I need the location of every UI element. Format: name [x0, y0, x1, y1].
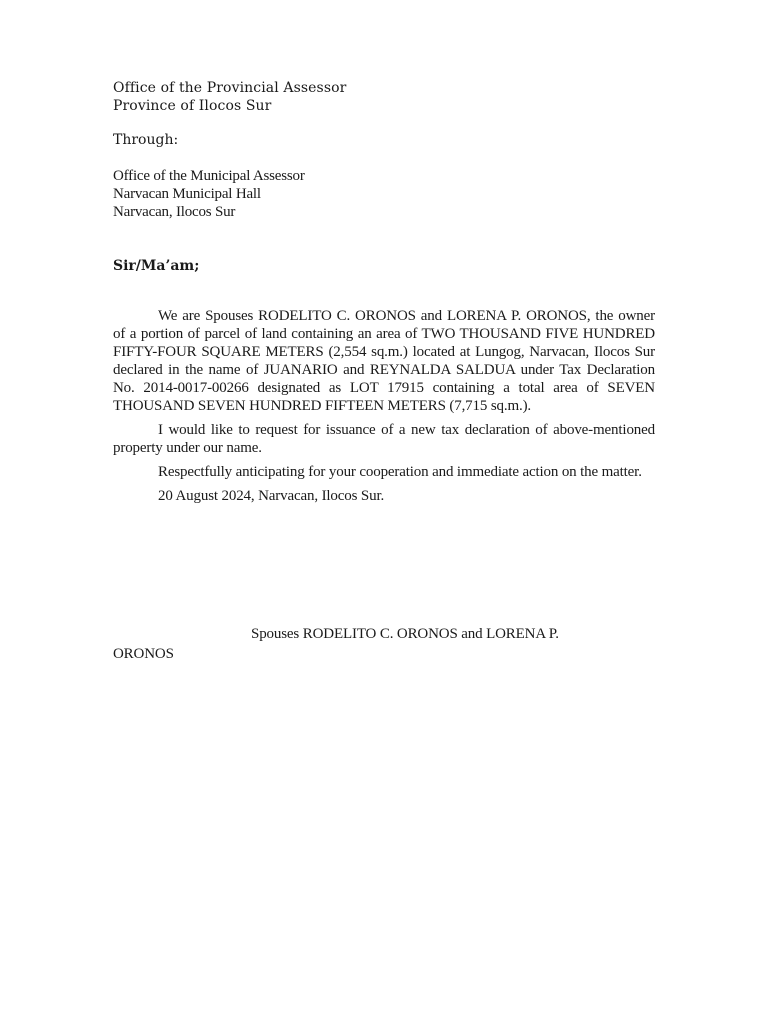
body-paragraph-1: We are Spouses RODELITO C. ORONOS and LORENA P. ORONOS, the owner of a portion of parcel of land containing an area of TWO THOUSAND FIVE HUNDRED FIFTY-FOUR SQUARE METERS (2,554 sq.m.) located at Lungog, Narvacan, Ilocos Sur declared in the name of JUANARIO and REYNALDA SALDUA under Tax Declaration No. 2014-0017-00266 designated as LOT 17915 containing a total area of SEVEN THOUSAND SEVEN HUNDRED FIFTEEN METERS (7,715 sq.m.). — [113, 308, 655, 414]
via-office: Office of the Municipal Assessor — [113, 168, 305, 184]
via-location: Narvacan, Ilocos Sur — [113, 204, 236, 220]
body-paragraph-2: I would like to request for issuance of a new tax declaration of above-mentioned property under our name. — [113, 422, 655, 456]
via-hall: Narvacan Municipal Hall — [113, 186, 261, 202]
recipient-province: Province of Ilocos Sur — [113, 98, 272, 114]
via-address — [113, 167, 305, 221]
letter-body — [113, 307, 655, 511]
recipient-office: Office of the Provincial Assessor — [113, 80, 347, 96]
date-line: 20 August 2024, Narvacan, Ilocos Sur. — [158, 488, 385, 504]
recipient-address — [113, 79, 346, 115]
signature-line-1: Spouses RODELITO C. ORONOS and LORENA P. — [251, 626, 559, 642]
body-paragraph-3: Respectfully anticipating for your cooperation and immediate action on the matter. — [158, 464, 642, 480]
signature-line-2: ORONOS — [113, 646, 174, 662]
salutation: Sir/Ma’am; — [113, 258, 200, 274]
through-label: Through: — [113, 132, 179, 148]
